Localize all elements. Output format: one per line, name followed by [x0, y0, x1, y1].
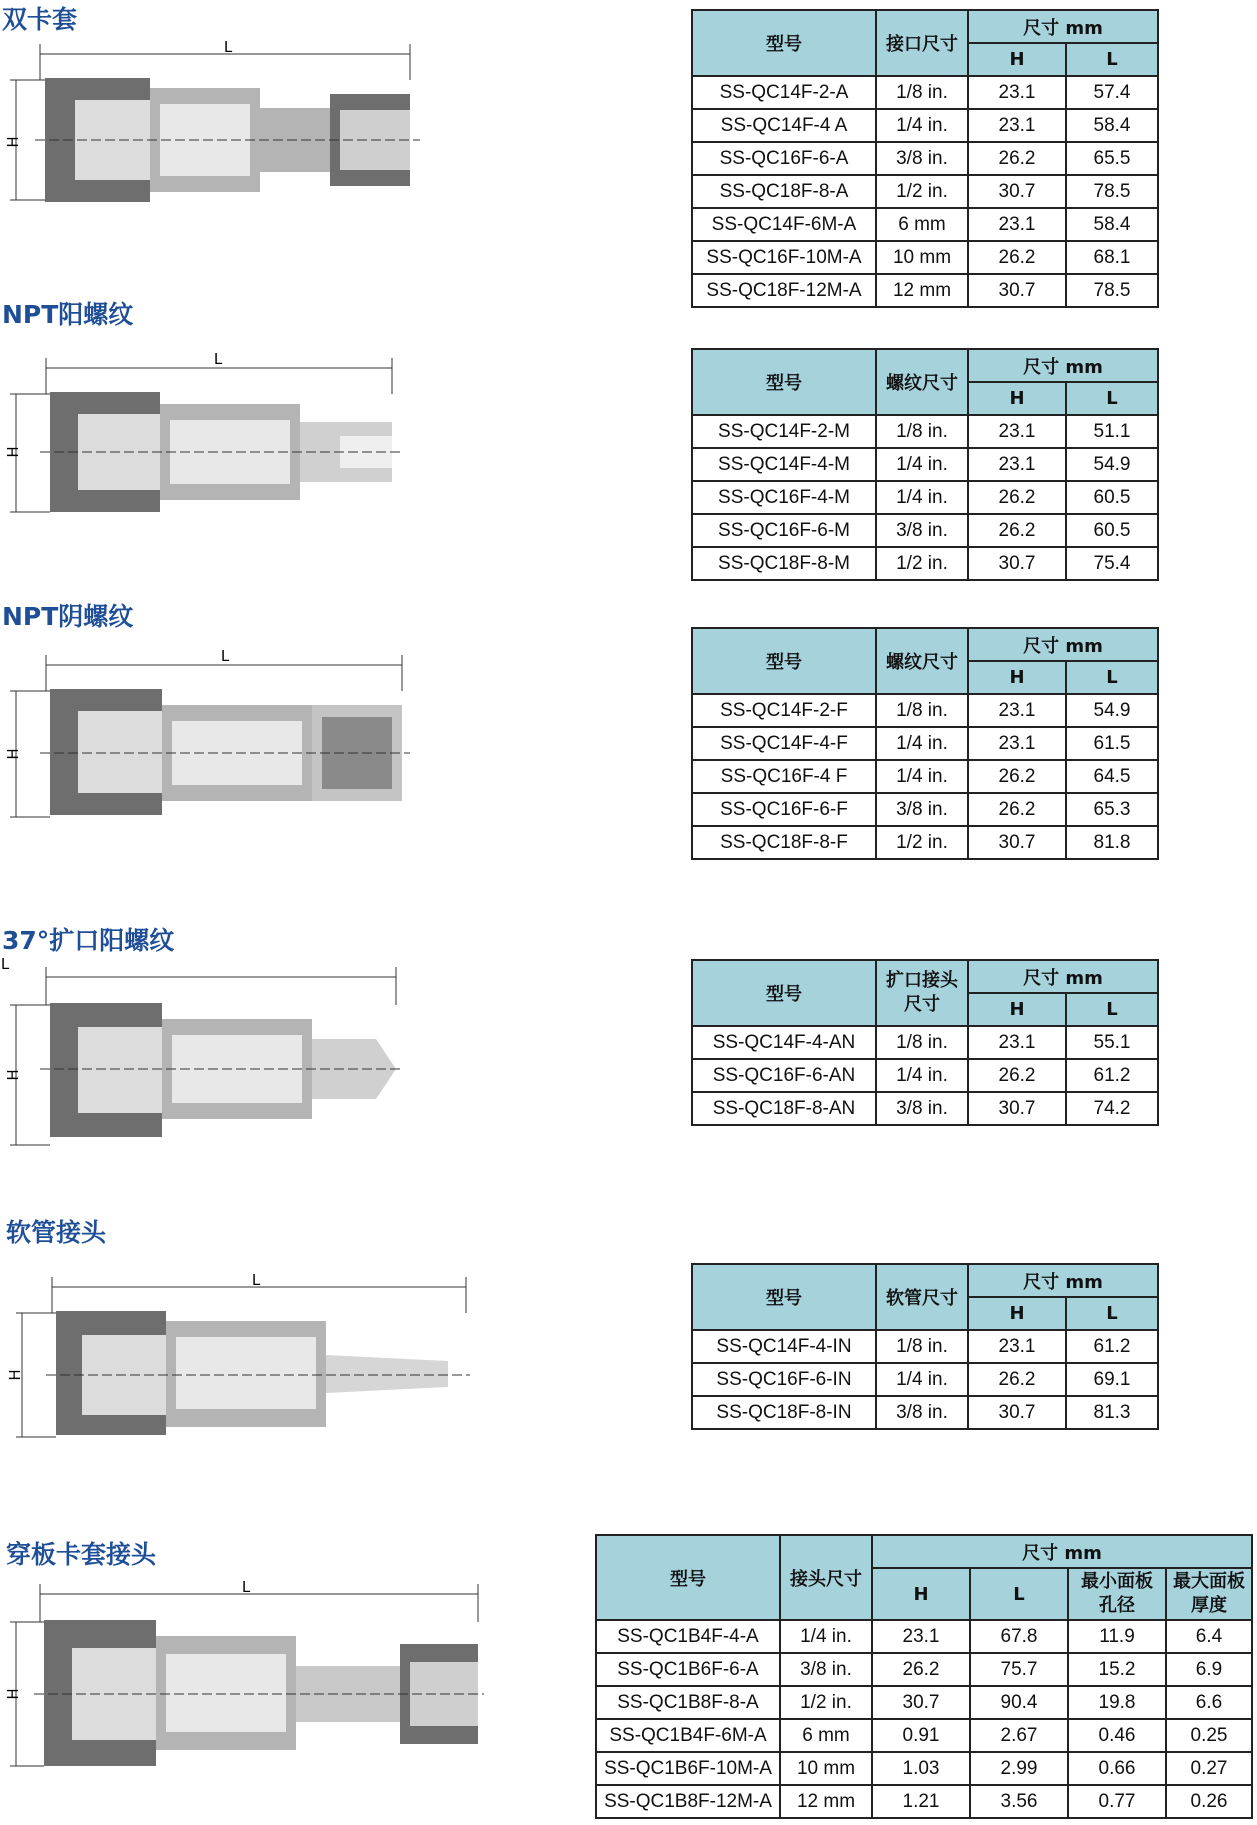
- table-row: [692, 694, 1158, 727]
- table-cell: 51.1: [1066, 415, 1158, 448]
- fitting-drawing: [0, 1265, 480, 1445]
- table-cell: SS-QC16F-6-IN: [692, 1363, 876, 1396]
- table-cell: SS-QC18F-8-F: [692, 826, 876, 859]
- table-cell: SS-QC18F-12M-A: [692, 274, 876, 307]
- table-cell: 11.9: [1068, 1620, 1166, 1653]
- header-size: 螺纹尺寸: [876, 628, 968, 694]
- header-max-thickness-line2: 厚度: [1191, 1595, 1227, 1616]
- table-cell: SS-QC18F-8-A: [692, 175, 876, 208]
- section-title: NPT阴螺纹: [2, 602, 134, 631]
- dim-h-label: H: [4, 446, 22, 458]
- table-cell: 1/8 in.: [876, 76, 968, 109]
- table-cell: SS-QC16F-4-M: [692, 481, 876, 514]
- header-h: H: [968, 43, 1066, 76]
- header-dims: 尺寸 mm: [968, 1264, 1158, 1297]
- table-cell: 60.5: [1066, 481, 1158, 514]
- header-size-line1: 扩口接头: [886, 970, 958, 991]
- dim-h-label: H: [4, 136, 22, 148]
- table-cell: 6 mm: [876, 208, 968, 241]
- table-row: [692, 514, 1158, 547]
- table-cell: 26.2: [968, 1059, 1066, 1092]
- header-model: 型号: [692, 1264, 876, 1330]
- header-l: L: [1066, 1297, 1158, 1330]
- table-cell: 3/8 in.: [876, 1092, 968, 1125]
- table-cell: SS-QC16F-6-A: [692, 142, 876, 175]
- table-cell: 0.77: [1068, 1785, 1166, 1818]
- table-cell: 23.1: [968, 727, 1066, 760]
- table-row: [692, 274, 1158, 307]
- table-cell: 1/4 in.: [876, 448, 968, 481]
- header-h: H: [872, 1568, 970, 1620]
- table-cell: 6.6: [1166, 1686, 1252, 1719]
- table-cell: SS-QC14F-4-IN: [692, 1330, 876, 1363]
- table-cell: 1/2 in.: [876, 547, 968, 580]
- header-h: H: [968, 993, 1066, 1026]
- table-body: [596, 1620, 1252, 1818]
- table-cell: 0.46: [1068, 1719, 1166, 1752]
- table-cell: 1/4 in.: [876, 481, 968, 514]
- table-cell: 3/8 in.: [876, 514, 968, 547]
- table-cell: 23.1: [968, 1026, 1066, 1059]
- header-size: 螺纹尺寸: [876, 349, 968, 415]
- table-cell: SS-QC1B6F-6-A: [596, 1653, 780, 1686]
- table-row: [596, 1785, 1252, 1818]
- spec-table: [595, 1534, 1253, 1819]
- table-cell: SS-QC16F-10M-A: [692, 241, 876, 274]
- table-cell: SS-QC14F-2-A: [692, 76, 876, 109]
- table-row: [692, 175, 1158, 208]
- fitting-body: [34, 1620, 484, 1766]
- table-cell: 30.7: [968, 547, 1066, 580]
- table-cell: 57.4: [1066, 76, 1158, 109]
- table-cell: 61.5: [1066, 727, 1158, 760]
- table-cell: 55.1: [1066, 1026, 1158, 1059]
- table-cell: 74.2: [1066, 1092, 1158, 1125]
- table-cell: 1.03: [872, 1752, 970, 1785]
- table-cell: SS-QC1B4F-4-A: [596, 1620, 780, 1653]
- header-size: 接头尺寸: [780, 1535, 872, 1620]
- section-title: NPT阳螺纹: [2, 300, 134, 329]
- table-cell: 1/2 in.: [780, 1686, 872, 1719]
- table-cell: 15.2: [1068, 1653, 1166, 1686]
- table-cell: 23.1: [968, 694, 1066, 727]
- dim-l-label: L: [220, 647, 230, 665]
- table-cell: 30.7: [968, 1092, 1066, 1125]
- table-cell: 1/4 in.: [876, 727, 968, 760]
- section-title: 穿板卡套接头: [6, 1540, 157, 1569]
- header-dims: 尺寸 mm: [968, 349, 1158, 382]
- table-cell: 65.5: [1066, 142, 1158, 175]
- table-cell: 26.2: [968, 481, 1066, 514]
- table-cell: 26.2: [968, 142, 1066, 175]
- header-size-line2: 尺寸: [904, 994, 940, 1015]
- table-row: [692, 1363, 1158, 1396]
- table-cell: SS-QC16F-6-AN: [692, 1059, 876, 1092]
- table-cell: 26.2: [968, 1363, 1066, 1396]
- table-cell: 0.27: [1166, 1752, 1252, 1785]
- table-row: [596, 1653, 1252, 1686]
- table-row: [692, 109, 1158, 142]
- table-cell: 90.4: [970, 1686, 1068, 1719]
- table-cell: SS-QC14F-2-F: [692, 694, 876, 727]
- dim-l-label: L: [223, 38, 233, 56]
- table-row: [596, 1719, 1252, 1752]
- table-cell: 64.5: [1066, 760, 1158, 793]
- table-cell: 23.1: [968, 415, 1066, 448]
- table-cell: 30.7: [872, 1686, 970, 1719]
- table-cell: 3/8 in.: [876, 1396, 968, 1429]
- table-cell: SS-QC14F-4-F: [692, 727, 876, 760]
- header-model: 型号: [692, 628, 876, 694]
- table-cell: 67.8: [970, 1620, 1068, 1653]
- fitting-body: [40, 392, 400, 512]
- dim-h-label: H: [4, 1688, 22, 1700]
- table-cell: SS-QC16F-4 F: [692, 760, 876, 793]
- spec-table: [691, 348, 1159, 581]
- table-cell: 54.9: [1066, 694, 1158, 727]
- table-cell: 2.99: [970, 1752, 1068, 1785]
- table-cell: SS-QC16F-6-F: [692, 793, 876, 826]
- table-cell: 30.7: [968, 274, 1066, 307]
- table-cell: 1/8 in.: [876, 1026, 968, 1059]
- fitting-body: [40, 689, 410, 815]
- header-dims: 尺寸 mm: [968, 960, 1158, 993]
- table-row: [692, 727, 1158, 760]
- dim-l-label: L: [213, 350, 223, 368]
- header-model: 型号: [596, 1535, 780, 1620]
- table-cell: 75.4: [1066, 547, 1158, 580]
- table-cell: SS-QC14F-2-M: [692, 415, 876, 448]
- table-cell: 3.56: [970, 1785, 1068, 1818]
- header-model: 型号: [692, 349, 876, 415]
- table-cell: 2.67: [970, 1719, 1068, 1752]
- header-h: H: [968, 661, 1066, 694]
- dim-l-label: L: [251, 1271, 261, 1289]
- table-row: [692, 1092, 1158, 1125]
- table-row: [692, 142, 1158, 175]
- table-cell: 10 mm: [780, 1752, 872, 1785]
- table-cell: 3/8 in.: [780, 1653, 872, 1686]
- table-cell: 78.5: [1066, 274, 1158, 307]
- table-cell: 1/2 in.: [876, 175, 968, 208]
- dim-l-label: L: [0, 955, 10, 973]
- table-cell: 78.5: [1066, 175, 1158, 208]
- table-row: [692, 1330, 1158, 1363]
- fitting-body: [35, 78, 420, 202]
- table-body: [692, 1330, 1158, 1429]
- header-size: 软管尺寸: [876, 1264, 968, 1330]
- table-row: [692, 415, 1158, 448]
- table-cell: 81.3: [1066, 1396, 1158, 1429]
- header-max-thickness-line1: 最大面板: [1173, 1571, 1245, 1592]
- table-cell: 6.9: [1166, 1653, 1252, 1686]
- table-cell: 0.25: [1166, 1719, 1252, 1752]
- table-cell: 1/4 in.: [876, 1363, 968, 1396]
- header-size: [876, 960, 968, 1026]
- table-cell: 0.66: [1068, 1752, 1166, 1785]
- header-dims: 尺寸 mm: [968, 10, 1158, 43]
- header-max-thickness: [1166, 1568, 1252, 1620]
- table-cell: 1/4 in.: [876, 760, 968, 793]
- table-cell: 23.1: [872, 1620, 970, 1653]
- fitting-body: [46, 1311, 470, 1435]
- table-cell: 1.21: [872, 1785, 970, 1818]
- table-cell: 58.4: [1066, 208, 1158, 241]
- fitting-drawing: [0, 350, 430, 515]
- table-body: [692, 415, 1158, 580]
- table-row: [692, 547, 1158, 580]
- fitting-body: [40, 1003, 404, 1137]
- table-cell: 26.2: [968, 241, 1066, 274]
- table-cell: 23.1: [968, 448, 1066, 481]
- header-min-hole: [1068, 1568, 1166, 1620]
- header-model: 型号: [692, 10, 876, 76]
- table-cell: SS-QC18F-8-IN: [692, 1396, 876, 1429]
- table-cell: 3/8 in.: [876, 793, 968, 826]
- table-body: [692, 1026, 1158, 1125]
- spec-table: [691, 9, 1159, 308]
- table-cell: 12 mm: [780, 1785, 872, 1818]
- table-cell: 61.2: [1066, 1059, 1158, 1092]
- section-title: 软管接头: [6, 1218, 107, 1247]
- table-row: [692, 448, 1158, 481]
- table-cell: 23.1: [968, 1330, 1066, 1363]
- table-row: [692, 1396, 1158, 1429]
- table-cell: 10 mm: [876, 241, 968, 274]
- table-cell: 3/8 in.: [876, 142, 968, 175]
- table-cell: 23.1: [968, 76, 1066, 109]
- table-row: [596, 1686, 1252, 1719]
- table-cell: 60.5: [1066, 514, 1158, 547]
- table-row: [596, 1620, 1252, 1653]
- table-cell: 68.1: [1066, 241, 1158, 274]
- spec-table: [691, 959, 1159, 1126]
- table-cell: 1/4 in.: [876, 109, 968, 142]
- fitting-drawing: [0, 30, 430, 215]
- header-min-hole-line2: 孔径: [1099, 1595, 1135, 1616]
- table-cell: 61.2: [1066, 1330, 1158, 1363]
- table-cell: SS-QC1B4F-6M-A: [596, 1719, 780, 1752]
- table-cell: 30.7: [968, 1396, 1066, 1429]
- table-row: [596, 1752, 1252, 1785]
- fitting-drawing: [0, 645, 430, 825]
- table-cell: 1/4 in.: [876, 1059, 968, 1092]
- table-body: [692, 694, 1158, 859]
- table-cell: 30.7: [968, 175, 1066, 208]
- header-size: 接口尺寸: [876, 10, 968, 76]
- table-cell: 81.8: [1066, 826, 1158, 859]
- table-cell: 1/8 in.: [876, 694, 968, 727]
- dim-h-label: H: [4, 748, 22, 760]
- table-cell: 0.91: [872, 1719, 970, 1752]
- spec-table: [691, 1263, 1159, 1430]
- table-cell: 1/2 in.: [876, 826, 968, 859]
- table-cell: 12 mm: [876, 274, 968, 307]
- table-cell: SS-QC14F-6M-A: [692, 208, 876, 241]
- table-cell: 65.3: [1066, 793, 1158, 826]
- header-l: L: [970, 1568, 1068, 1620]
- table-row: [692, 1059, 1158, 1092]
- table-cell: SS-QC14F-4-AN: [692, 1026, 876, 1059]
- table-cell: 26.2: [968, 760, 1066, 793]
- table-cell: 26.2: [872, 1653, 970, 1686]
- header-dims: 尺寸 mm: [968, 628, 1158, 661]
- table-cell: 54.9: [1066, 448, 1158, 481]
- fitting-drawing: [0, 955, 430, 1155]
- header-l: L: [1066, 382, 1158, 415]
- table-row: [692, 76, 1158, 109]
- table-row: [692, 241, 1158, 274]
- header-model: 型号: [692, 960, 876, 1026]
- table-cell: 26.2: [968, 793, 1066, 826]
- table-cell: SS-QC16F-6-M: [692, 514, 876, 547]
- table-cell: 19.8: [1068, 1686, 1166, 1719]
- header-h: H: [968, 1297, 1066, 1330]
- section-title: 双卡套: [2, 5, 78, 34]
- table-row: [692, 1026, 1158, 1059]
- table-cell: 58.4: [1066, 109, 1158, 142]
- table-row: [692, 208, 1158, 241]
- fitting-drawing: [0, 1570, 490, 1810]
- table-cell: 1/8 in.: [876, 415, 968, 448]
- table-row: [692, 481, 1158, 514]
- section-title: 37°扩口阳螺纹: [2, 926, 175, 955]
- dim-h-label: H: [6, 1369, 24, 1381]
- header-l: L: [1066, 661, 1158, 694]
- table-cell: 69.1: [1066, 1363, 1158, 1396]
- table-cell: 6 mm: [780, 1719, 872, 1752]
- table-cell: SS-QC1B6F-10M-A: [596, 1752, 780, 1785]
- header-dims: 尺寸 mm: [872, 1535, 1252, 1568]
- dim-l-label: L: [241, 1578, 251, 1596]
- table-cell: 1/8 in.: [876, 1330, 968, 1363]
- header-l: L: [1066, 43, 1158, 76]
- table-cell: 23.1: [968, 208, 1066, 241]
- table-row: [692, 760, 1158, 793]
- table-cell: SS-QC18F-8-M: [692, 547, 876, 580]
- table-cell: SS-QC14F-4 A: [692, 109, 876, 142]
- table-cell: 26.2: [968, 514, 1066, 547]
- header-min-hole-line1: 最小面板: [1081, 1571, 1153, 1592]
- table-body: [692, 76, 1158, 307]
- table-row: [692, 826, 1158, 859]
- table-cell: 1/4 in.: [780, 1620, 872, 1653]
- header-h: H: [968, 382, 1066, 415]
- dim-h-label: H: [4, 1069, 22, 1081]
- table-cell: SS-QC1B8F-12M-A: [596, 1785, 780, 1818]
- table-cell: 75.7: [970, 1653, 1068, 1686]
- header-l: L: [1066, 993, 1158, 1026]
- table-cell: 0.26: [1166, 1785, 1252, 1818]
- table-cell: SS-QC18F-8-AN: [692, 1092, 876, 1125]
- table-cell: 23.1: [968, 109, 1066, 142]
- table-cell: 6.4: [1166, 1620, 1252, 1653]
- table-cell: 30.7: [968, 826, 1066, 859]
- table-cell: SS-QC1B8F-8-A: [596, 1686, 780, 1719]
- spec-table: [691, 627, 1159, 860]
- table-row: [692, 793, 1158, 826]
- table-cell: SS-QC14F-4-M: [692, 448, 876, 481]
